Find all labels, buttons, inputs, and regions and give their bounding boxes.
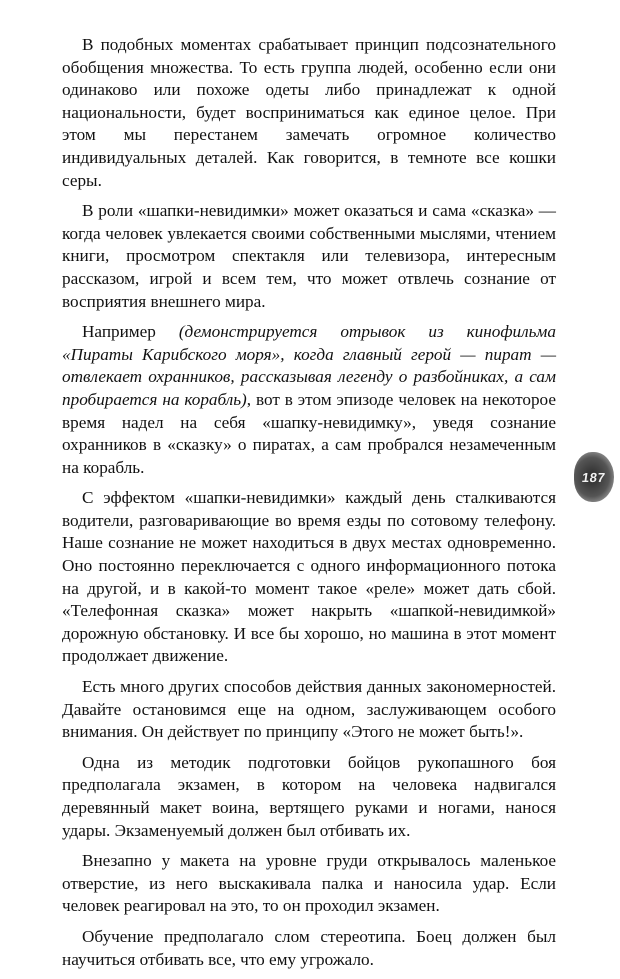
paragraph-3-lead: Например bbox=[82, 322, 179, 342]
page-number-badge bbox=[574, 452, 614, 502]
page-number: 187 bbox=[581, 469, 607, 485]
paragraph-5: Есть много других способов действия данных закономерностей. Давайте остановимся еще на одном, заслуживающем особого внимания. Он действует по принципу «Этого не может быть!». bbox=[62, 677, 556, 742]
paragraph-3 bbox=[62, 321, 556, 479]
paragraph-1: В подобных моментах срабатывает принцип подсознательного обобщения множества. То есть группа людей, особенно если они одинаково или похоже одеты либо принадлежат к одной национальности, будет восприниматься как единое целое. При этом мы перестанем замечать огромное количество индивидуальных деталей. Как говорится, в темноте все кошки серы. bbox=[62, 35, 556, 190]
paragraph-3-rest: , вот в этом эпизоде человек на некоторое время надел на себя «шапку-невидимку», уведя сознание охранников в «сказку» о пиратах, а сам пробрался незамеченным на корабль. bbox=[62, 389, 556, 477]
paragraph-7: Внезапно у макета на уровне груди открывалось маленькое отверстие, из него выскакивала палка и наносила удар. Если человек реагировал на это, то он проходил экзамен. bbox=[62, 851, 556, 916]
paragraph-8: Обучение предполагало слом стереотипа. Боец должен был научиться отбивать все, что ему угрожало. bbox=[62, 926, 556, 969]
paragraph-4: С эффектом «шапки-невидимки» каждый день сталкиваются водители, разговаривающие во время езды по сотовому телефону. Наше сознание не может находиться в двух местах одновременно. Оно постоянно переключается с одного информационного потока на другой, и в какой-то момент такое «реле» может дать сбой. «Телефонная сказка» может накрыть «шапкой-невидимкой» дорожную обстановку. И все бы хорошо, но машина в этот момент продолжает движение. bbox=[62, 488, 556, 666]
paragraph-2: В роли «шапки-невидимки» может оказаться и сама «сказка» — когда человек увлекается своими собственными мыслями, чтением книги, просмотром спектакля или телевизора, интересным рассказом, игрой и всем тем, что может отвлечь сознание от восприятия внешнего мира. bbox=[62, 201, 556, 311]
paragraph-3-italic-note: (демонстрируется отрывок из кинофильма «Пираты Карибского моря», когда главный герой — пират — отвлекает охранников, рассказывая легенду о разбойниках, а сам пробирается на корабль) bbox=[62, 322, 556, 409]
page-body bbox=[62, 34, 556, 979]
paragraph-6: Одна из методик подготовки бойцов рукопашного боя предполагала экзамен, в котором на человека надвигался деревянный макет воина, вертящего руками и ногами, нанося удары. Экзаменуемый должен был отбивать их. bbox=[62, 752, 556, 840]
